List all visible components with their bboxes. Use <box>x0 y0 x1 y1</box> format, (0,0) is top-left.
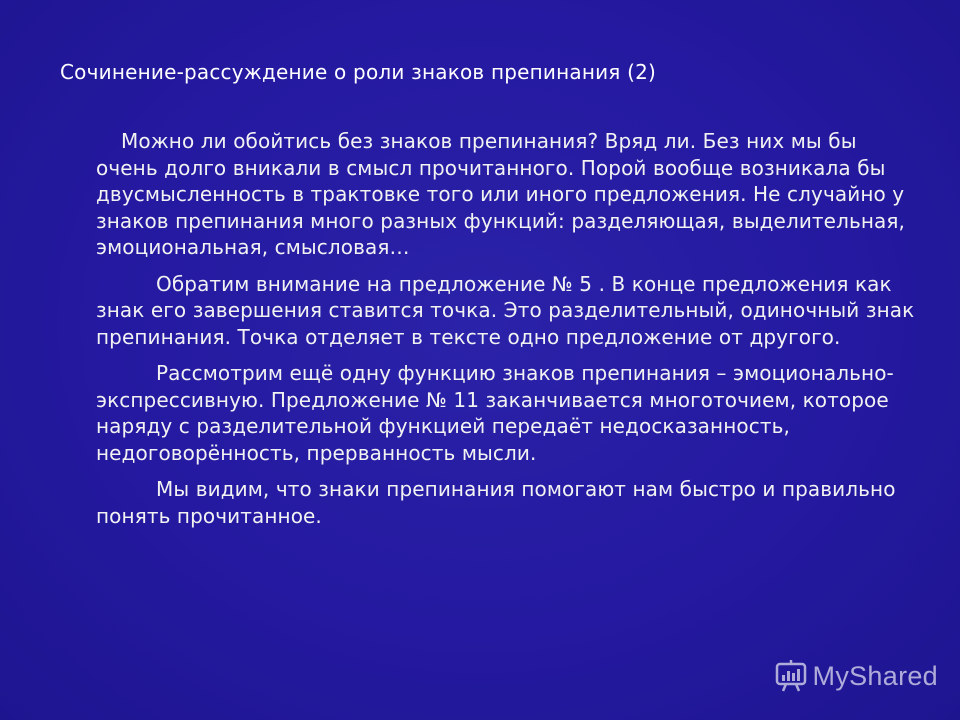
slide-title: Сочинение-рассуждение о роли знаков препинания (2) <box>60 60 657 84</box>
paragraph-intro: Можно ли обойтись без знаков препинания? Вряд ли. Без них мы бы очень долго вникали в смысл прочитанного. Порой вообще возникала бы двусмысленность в трактовке того или иного предложения. Не случайно у знаков препинания много разных функций: разделяющая, выделительная, эмоциональная, смысловая… <box>96 129 905 259</box>
presentation-board-icon <box>773 658 809 694</box>
paragraph-sentence-5: Обратим внимание на предложение № 5 . В конце предложения как знак его завершения ставится точка. Это разделительный, одиночный знак препинания. Точка отделяет в тексте одно предложение от другого. <box>96 271 915 349</box>
watermark-text: MyShared <box>812 660 938 691</box>
slide-body <box>96 128 916 539</box>
paragraph-sentence-11: Рассмотрим ещё одну функцию знаков препинания – эмоционально-экспрессивную. Предложение № 11 заканчивается многоточием, которое наряду с разделительной функцией передаёт недосказанность, недоговорённость, прерванность мысли. <box>96 361 894 465</box>
paragraph-conclusion: Мы видим, что знаки препинания помогают нам быстро и правильно понять прочитанное. <box>96 477 896 528</box>
watermark-logo <box>773 658 938 694</box>
